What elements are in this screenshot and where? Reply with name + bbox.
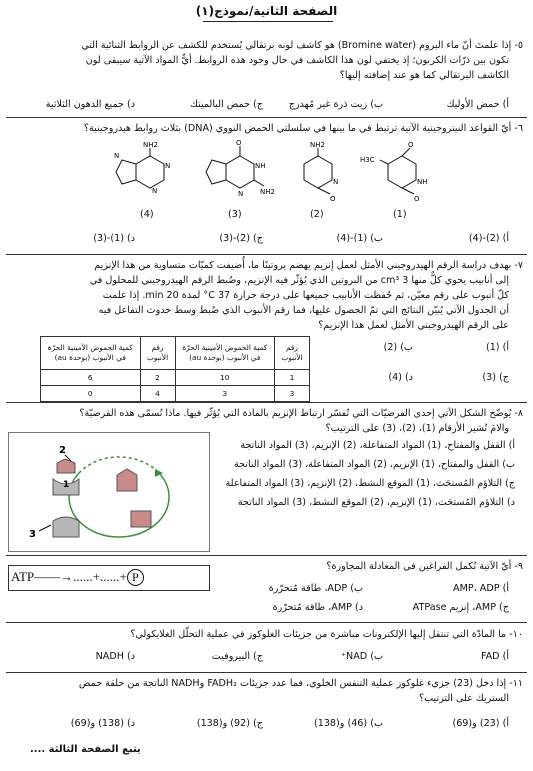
q9-option-d[interactable]: د) AMP، طاقة مُتحرّرة bbox=[272, 602, 363, 613]
results-table bbox=[40, 336, 310, 402]
q7-text bbox=[7, 258, 523, 333]
guanine-structure bbox=[198, 138, 278, 214]
q5-text bbox=[7, 38, 523, 83]
table-cell: 3 bbox=[175, 386, 275, 402]
table-cell: 0 bbox=[41, 386, 141, 402]
q5-line: ٥- إذا علمتَ أنّ ماء البروم (Bromine water) هو كاشف لونه برتقالي يُستخدم للكشف عن الروابط الثنائية التي bbox=[81, 40, 523, 51]
divider bbox=[6, 622, 527, 623]
table-cell: 10 bbox=[175, 370, 275, 386]
thymine-o-label: O bbox=[414, 195, 420, 203]
q5-option-d[interactable]: د) جميع الدهون الثلاثية bbox=[45, 99, 135, 110]
q8-option-d[interactable]: د) التلاؤم المُستحَث، (1) الإنزيم، (2) الموقع النشط، (3) المواد الناتجة bbox=[237, 497, 515, 508]
q5-option-c[interactable]: ج) حمض البالميتك bbox=[189, 99, 263, 110]
q11-option-a[interactable]: أ) (23) و(69) bbox=[452, 718, 509, 729]
q11-line: ١١- إذا دخل (23) جزيء غلوكوز عملية التنفس الخلوي، فما عدد جزيئات FADH₂ وNADH الناتجة من حلقة حمض bbox=[78, 678, 523, 689]
q10-text: ١٠- ما المادّة التي تنتقل إليها الإلكترونات مباشرة من جزيئات الغلوكوز في عملية التحلّل الغلايكولي؟ bbox=[130, 629, 523, 640]
adenine-nh2-label: NH2 bbox=[143, 141, 158, 149]
figure-label-3: 3 bbox=[29, 529, 36, 540]
table-cell: 6 bbox=[41, 370, 141, 386]
footer-note: يتبع الصفحة الثالثة .... bbox=[30, 744, 141, 755]
q7-line: ٧- بهدف دراسة الرقم الهيدروجيني الأمثل لعمل إنزيم يهضم بروتينًا ما، أُضيفت كميّات متساوية من هذا الإنزيم bbox=[94, 260, 523, 271]
q5-line: الكاشف البرتقالي كما هو عند إضافته إليها؟ bbox=[339, 70, 509, 81]
equation-blank: ...... bbox=[99, 569, 120, 584]
q11-text bbox=[7, 676, 523, 706]
q10-option-a[interactable]: أ) FAD bbox=[480, 651, 509, 662]
thymine-o-label: O bbox=[408, 141, 414, 149]
table-header: كمية الحموض الأمينية الحرّة في الأنبوب (بوحدة au) bbox=[175, 337, 275, 370]
q6-option-a[interactable]: أ) (2)-(4) bbox=[468, 233, 509, 244]
q9-option-c[interactable]: ج) AMP، إنزيم ATPase bbox=[412, 602, 509, 613]
q6-text: ٦- أيّ القواعد النيتروجينية الآتية ترتبط في ما بينها في سلسلتي الحمض النووي (DNA) بثلاث روابط هيدروجينية؟ bbox=[83, 123, 523, 134]
q7-option-d[interactable]: د) (4) bbox=[388, 372, 413, 383]
thymine-ch3-label: H3C bbox=[360, 156, 375, 164]
divider bbox=[6, 254, 527, 255]
cytosine-o-label: O bbox=[330, 195, 336, 203]
q7-option-b[interactable]: ب) (2) bbox=[383, 342, 413, 353]
table-cell: 2 bbox=[140, 370, 175, 386]
adenine-n-label: N bbox=[114, 152, 120, 160]
equation-plus: + bbox=[92, 569, 100, 584]
equation-arrow: ——→ bbox=[34, 569, 74, 584]
molecule-number-4: (4) bbox=[140, 209, 154, 220]
q7-line: أن الجدول الآتي يُبيّن النتائج التي تمّ الحصول عليها، فما رقم الأنبوب الذي ضُبط وسط حدوث التفاعل فيه bbox=[98, 305, 509, 316]
q9-text: ٩- أيّ الآتية تُكمل الفراغين في المعادلة المجاورة؟ bbox=[326, 561, 523, 572]
q8-option-c[interactable]: ج) التلاؤم المُستحَث، (1) الموقع النشط، (2) الإنزيم، (3) المواد المتفاعلة bbox=[225, 478, 515, 489]
page-heading: الصفحة الثانية/نموذج(١) bbox=[195, 4, 338, 18]
cytosine-structure bbox=[290, 138, 350, 214]
q11-option-c[interactable]: ج) (92) و(138) bbox=[196, 718, 263, 729]
q11-option-d[interactable]: د) (138) و(69) bbox=[70, 718, 135, 729]
table-header: رقم الأنبوب bbox=[140, 337, 175, 370]
q8-line: ٨- يُوضّح الشكل الآتي إحدى الفرضيّات التي تُفسّر ارتباط الإنزيم بالمادة التي يُؤثّر فيها. ماذا تُسمّى هذه الفرضيّة؟ bbox=[79, 408, 523, 419]
divider bbox=[6, 555, 527, 556]
q8-options bbox=[215, 436, 515, 512]
q5-line: تكون بين ذرّات الكربون؛ إذ يختفي لون هذا الكاشف في حال وجود هذه الروابط. أيٌّ المواد الآتية سيبقى لون bbox=[85, 55, 509, 66]
figure-label-1: 1 bbox=[63, 480, 70, 490]
thymine-structure bbox=[360, 138, 440, 214]
q11-line: الستريك على الترتيب؟ bbox=[419, 693, 509, 704]
divider bbox=[6, 672, 527, 673]
q7-option-c[interactable]: ج) (3) bbox=[482, 372, 509, 383]
guanine-nh2-label: NH2 bbox=[260, 188, 275, 196]
equation-blank: ...... bbox=[73, 569, 93, 584]
molecule-number-2: (2) bbox=[310, 209, 324, 220]
adenine-n-label: N bbox=[165, 162, 171, 170]
q10-option-c[interactable]: ج) البيروفيت bbox=[211, 651, 263, 662]
guanine-n-label: N bbox=[238, 190, 244, 198]
table-row bbox=[41, 370, 310, 386]
adenine-structure bbox=[112, 138, 182, 214]
table-header-row bbox=[41, 337, 310, 370]
q8-option-a[interactable]: أ) القفل والمفتاح، (1) المواد المتفاعلة، (2) الإنزيم، (3) المواد الناتجة bbox=[240, 440, 515, 451]
molecule-number-1: (1) bbox=[393, 209, 407, 220]
q10-option-d[interactable]: د) NADH bbox=[95, 651, 135, 662]
q8-line: والامَ تُشير الأرقام (1)، (2)، (3) على الترتيب؟ bbox=[325, 423, 509, 434]
q5-option-a[interactable]: أ) حمض الأوليك bbox=[446, 99, 509, 110]
table-header: كمية الحموض الأمينية الحرّة في الأنبوب (بوحدة au) bbox=[41, 337, 141, 370]
figure-label-2: 2 bbox=[59, 445, 66, 456]
induced-fit-diagram bbox=[9, 433, 209, 551]
q5-option-b[interactable]: ب) زيت ذرة غير مُهدرج bbox=[288, 99, 383, 110]
q6-option-b[interactable]: ب) (1)-(4) bbox=[336, 233, 383, 244]
equation-atp: ATP bbox=[11, 569, 35, 584]
q6-option-c[interactable]: ج) (2)-(3) bbox=[219, 233, 263, 244]
table-row bbox=[41, 386, 310, 402]
guanine-nh-label: NH bbox=[255, 162, 266, 170]
atp-equation bbox=[8, 565, 210, 591]
thymine-nh-label: NH bbox=[417, 178, 428, 186]
equation-plus: + bbox=[119, 569, 127, 584]
q7-line: على الرقم الهيدروجيني الأمثل لعمل هذا الإنزيم؟ bbox=[318, 320, 509, 331]
table-header: رقم الأنبوب bbox=[275, 337, 310, 370]
table-cell: 4 bbox=[140, 386, 175, 402]
q9-option-a[interactable]: أ) AMP، ADP bbox=[453, 583, 509, 594]
table-cell: 1 bbox=[275, 370, 310, 386]
divider bbox=[6, 117, 527, 118]
molecule-number-3: (3) bbox=[228, 209, 242, 220]
guanine-o-label: O bbox=[236, 139, 242, 147]
q7-option-a[interactable]: أ) (1) bbox=[485, 342, 509, 353]
q10-option-b[interactable]: ب) NAD⁺ bbox=[340, 651, 383, 662]
q9-option-b[interactable]: ب) ADP، طاقة مُتحرّرة bbox=[268, 583, 363, 594]
phosphate-circle: P bbox=[127, 569, 144, 586]
adenine-n-label: N bbox=[152, 187, 158, 195]
q7-line: كلّ أنبوب على رقم معيّن، ثم حُفظت الأنابيب جميعها على درجة حرارة 37 C° لمدة 20 min. إذا علمت bbox=[102, 290, 509, 301]
table-cell: 3 bbox=[275, 386, 310, 402]
heading-underline bbox=[203, 21, 333, 22]
q11-option-b[interactable]: ب) (46) و(138) bbox=[313, 718, 383, 729]
q6-option-d[interactable]: د) (1)-(3) bbox=[93, 233, 135, 244]
cytosine-nh2-label: NH2 bbox=[310, 141, 325, 149]
q8-option-b[interactable]: ب) القفل والمفتاح، (1) الإنزيم، (2) المواد المتفاعلة، (3) المواد الناتجة bbox=[233, 459, 515, 470]
enzyme-figure bbox=[8, 432, 210, 552]
cytosine-n-label: N bbox=[333, 178, 339, 186]
divider bbox=[6, 402, 527, 403]
q7-line: إلى أنابيب يحوي كلٌّ منها 3 cm³ من البروتين الذي يُؤثّر فيه الإنزيم، وضُبط الرقم الهيدروجيني للمحلول في bbox=[89, 275, 509, 286]
